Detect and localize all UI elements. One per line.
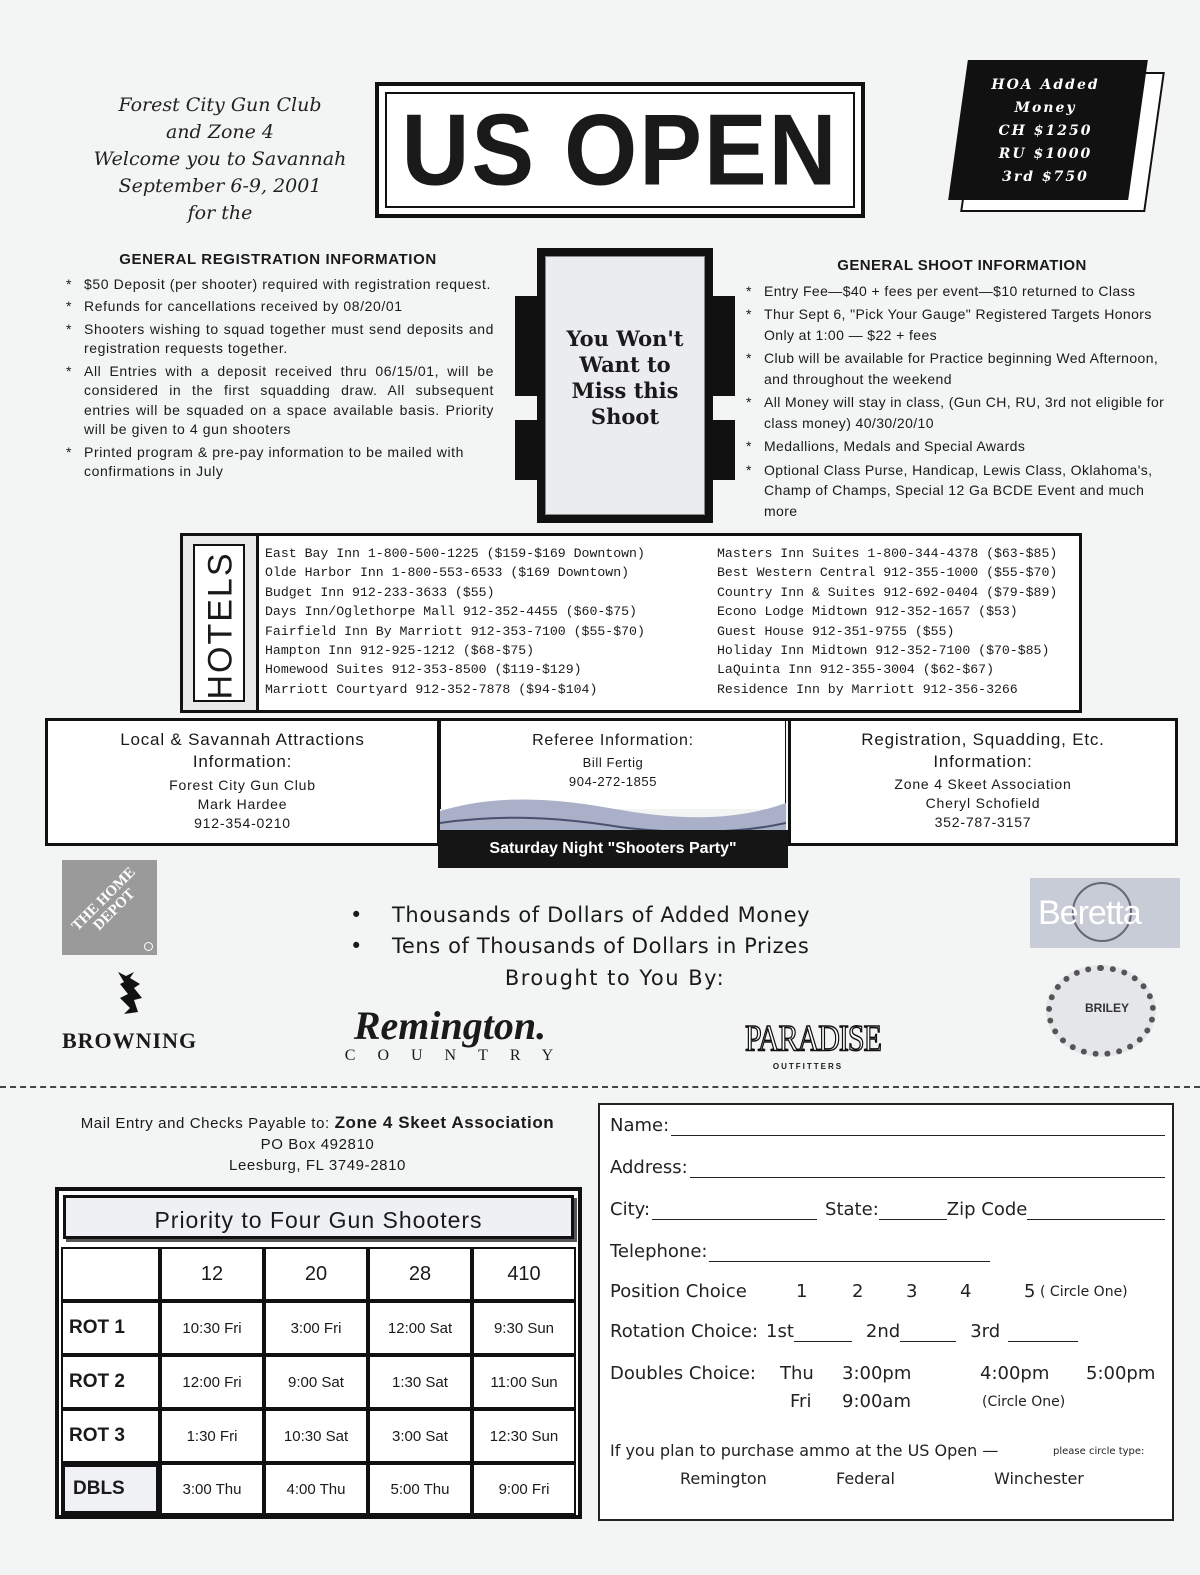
- table-cell: 11:00 Sun: [472, 1355, 576, 1409]
- position-option[interactable]: 3: [906, 1281, 918, 1302]
- hotel-item: Fairfield Inn By Marriott 912-353-7100 ($55-$70): [265, 623, 645, 639]
- hotel-item: Holiday Inn Midtown 912-352-7100 ($70-$85): [717, 643, 1050, 659]
- state-label: State:: [825, 1199, 879, 1220]
- info-line: Mark Hardee: [197, 796, 288, 812]
- local-info-box: [45, 718, 440, 846]
- doubles-choice: Doubles Choice: Thu 3:00pm 4:00pm 5:00pm Fri 9:00am (Circle One): [610, 1363, 1156, 1412]
- registration-info-box: [788, 718, 1178, 846]
- info-line: 352-787-3157: [934, 814, 1032, 830]
- welcome-line: September 6-9, 2001: [118, 175, 322, 197]
- list-item: * All Money will stay in class, (Gun CH, RU, 3rd not eligible for class money) 40/30/20/10: [742, 392, 1182, 433]
- mail-prefix: Mail Entry and Checks Payable to:: [80, 1115, 330, 1132]
- money-line: HOA Added: [991, 77, 1100, 93]
- doubles-option[interactable]: 3:00pm: [842, 1363, 912, 1384]
- column-header: 28: [368, 1247, 472, 1301]
- mail-instructions: [55, 1112, 580, 1176]
- money-line: Money: [1014, 100, 1077, 116]
- added-money-badge: [958, 60, 1158, 220]
- hotel-item: Days Inn/Oglethorpe Mall 912-352-4455 ($60-$75): [265, 604, 637, 620]
- welcome-line: Welcome you to Savannah: [93, 148, 347, 170]
- row-label: DBLS: [61, 1463, 160, 1515]
- info-line: 904-272-1855: [568, 774, 658, 789]
- buckmark-icon: [104, 968, 150, 1018]
- info-line: 912-354-0210: [194, 815, 291, 831]
- hotel-item: Residence Inn by Marriott 912-356-3266: [717, 681, 1018, 697]
- table-corner: [61, 1247, 160, 1301]
- beretta-logo: Beretta: [1030, 878, 1180, 948]
- page-title: US OPEN: [401, 92, 839, 207]
- table-row: [61, 1409, 576, 1463]
- hotels-label-panel: [183, 536, 259, 710]
- mail-payee: Zone 4 Skeet Association: [334, 1113, 555, 1132]
- welcome-line: Forest City Gun Club: [118, 94, 322, 116]
- info-line: Forest City Gun Club: [169, 777, 316, 793]
- zip-field[interactable]: [1027, 1200, 1165, 1220]
- hotels-label: HOTELS: [201, 551, 240, 700]
- hotel-item: Budget Inn 912-233-3633 ($55): [265, 584, 495, 600]
- list-item: * All Entries with a deposit received thru 06/15/01, will be considered in the first squadding draw. All subsequent entries will be squaded on a space available basis. Priority will be given to 4 gun shooters: [62, 362, 494, 440]
- priority-table: [61, 1247, 576, 1515]
- title-frame: [375, 82, 865, 218]
- rotation-1st-field[interactable]: [794, 1324, 852, 1342]
- address-label: Address:: [610, 1157, 688, 1178]
- position-option[interactable]: 5: [1024, 1281, 1036, 1302]
- hotel-item: Masters Inn Suites 1-800-344-4378 ($63-$85): [717, 546, 1058, 561]
- remington-logo: Remington. COUNTRY: [344, 1003, 576, 1064]
- general-registration-section: [62, 250, 494, 485]
- ammo-option[interactable]: Federal: [836, 1469, 895, 1488]
- table-cell: 10:30 Sat: [264, 1409, 368, 1463]
- table-cell: 4:00 Thu: [264, 1463, 368, 1515]
- paradise-logo: PARADISE OUTFITTERS: [745, 1017, 881, 1071]
- list-item: * Medallions, Medals and Special Awards: [742, 436, 1182, 457]
- hotel-item: Olde Harbor Inn 1-800-553-6533 ($169 Downtown): [265, 565, 630, 581]
- doubles-option[interactable]: 9:00am: [842, 1391, 911, 1412]
- city-label: City:: [610, 1199, 651, 1220]
- table-cell: 1:30 Fri: [160, 1409, 264, 1463]
- rotation-2nd-field[interactable]: [900, 1324, 956, 1342]
- list-item: * Entry Fee—$40 + fees per event—$10 returned to Class: [742, 281, 1182, 302]
- money-line: CH $1250: [998, 123, 1093, 139]
- column-header: 12: [160, 1247, 264, 1301]
- promo-text: You Won't Want to Miss this Shoot: [566, 326, 684, 429]
- money-line: RU $1000: [998, 146, 1093, 162]
- info-title: Referee Information:: [532, 732, 694, 749]
- table-cell: 12:00 Sat: [368, 1301, 472, 1355]
- city-field[interactable]: [652, 1200, 817, 1220]
- brought-by: Brought to You By:: [504, 966, 726, 990]
- row-label: ROT 1: [61, 1301, 160, 1355]
- table-cell: 9:00 Sat: [264, 1355, 368, 1409]
- money-line: 3rd $750: [1002, 169, 1089, 185]
- position-option[interactable]: 2: [852, 1281, 864, 1302]
- hotel-list-left: [265, 544, 705, 699]
- list-item: * Shooters wishing to squad together must send deposits and registration requests together.: [62, 320, 494, 359]
- circle-one-note: ( Circle One): [1040, 1284, 1128, 1300]
- ammo-option[interactable]: Remington: [680, 1469, 767, 1488]
- list-item: * Club will be available for Practice beginning Wed Afternoon, and throughout the weekend: [742, 348, 1182, 389]
- welcome-text: [60, 92, 380, 227]
- cut-line-divider: [0, 1086, 1200, 1088]
- hotel-item: LaQuinta Inn 912-355-3004 ($62-$67): [717, 662, 994, 678]
- hotel-item: Hampton Inn 912-925-1212 ($68-$75): [265, 643, 535, 659]
- hotel-item: Guest House 912-351-9755 ($55): [717, 623, 955, 639]
- list-item: * $50 Deposit (per shooter) required with registration request.: [62, 275, 494, 295]
- table-row: [61, 1301, 576, 1355]
- hotel-list-right: [717, 544, 1077, 699]
- table-cell: 3:00 Thu: [160, 1463, 264, 1515]
- hotel-item: East Bay Inn 1-800-500-1225 ($159-$169 Downtown): [265, 546, 645, 561]
- sponsor-bullet: Thousands of Dollars of Added Money: [392, 903, 811, 927]
- section-heading: GENERAL SHOOT INFORMATION: [837, 257, 1087, 274]
- hotel-item: Marriott Courtyard 912-352-7878 ($94-$104): [265, 681, 598, 697]
- browning-logo: BROWNING: [62, 968, 212, 1058]
- info-line: Bill Fertig: [582, 755, 644, 770]
- state-field[interactable]: [879, 1200, 947, 1220]
- list-item: * Thur Sept 6, "Pick Your Gauge" Registered Targets Honors Only at 1:00 — $22 + fees: [742, 304, 1182, 345]
- list-item: * Optional Class Purse, Handicap, Lewis Class, Oklahoma's, Champ of Champs, Special 12 Ga BCDE Event and much more: [742, 460, 1182, 522]
- name-field[interactable]: [671, 1116, 1165, 1136]
- party-banner: Saturday Night "Shooters Party": [438, 830, 788, 868]
- ammo-option[interactable]: Winchester: [994, 1469, 1084, 1488]
- position-choice: Position Choice 1 2 3 4 5 ( Circle One): [610, 1281, 1128, 1302]
- hotel-item: Homewood Suites 912-353-8500 ($119-$129): [265, 662, 582, 678]
- table-cell: 9:00 Fri: [472, 1463, 576, 1515]
- list-item: * Printed program & pre-pay information to be mailed with confirmations in July: [62, 443, 494, 482]
- doubles-option[interactable]: 4:00pm: [980, 1363, 1050, 1384]
- hotel-item: Best Western Central 912-355-1000 ($55-$70): [717, 565, 1058, 581]
- table-cell: 9:30 Sun: [472, 1301, 576, 1355]
- table-cell: 3:00 Sat: [368, 1409, 472, 1463]
- table-cell: 3:00 Fri: [264, 1301, 368, 1355]
- promo-banner: [515, 248, 735, 523]
- home-depot-logo: THE HOME DEPOT: [62, 860, 157, 955]
- info-title: Registration, Squadding, Etc. Information:: [861, 730, 1105, 771]
- table-cell: 5:00 Thu: [368, 1463, 472, 1515]
- welcome-line: for the: [187, 202, 253, 224]
- table-row: [61, 1463, 576, 1515]
- mail-city: Leesburg, FL 3749-2810: [229, 1157, 406, 1174]
- table-cell: 12:00 Fri: [160, 1355, 264, 1409]
- zip-label: Zip Code: [946, 1199, 1028, 1220]
- info-line: Cheryl Schofield: [925, 795, 1041, 811]
- column-header: 20: [264, 1247, 368, 1301]
- name-label: Name:: [610, 1115, 670, 1136]
- hotel-item: Econo Lodge Midtown 912-352-1657 ($53): [717, 604, 1018, 620]
- section-heading: GENERAL REGISTRATION INFORMATION: [119, 251, 437, 268]
- column-header: 410: [472, 1247, 576, 1301]
- ammo-choice: If you plan to purchase ammo at the US Open — please circle type: Remington Federal Winchester: [610, 1441, 1145, 1488]
- list-item: * Refunds for cancellations received by 08/20/01: [62, 297, 494, 317]
- row-label: ROT 2: [61, 1355, 160, 1409]
- sponsor-bullets: • Thousands of Dollars of Added Money • Tens of Thousands of Dollars in Prizes Brought to You By:: [350, 900, 890, 994]
- rotation-3rd-field[interactable]: [1008, 1324, 1078, 1342]
- sponsor-bullet: Tens of Thousands of Dollars in Prizes: [392, 934, 810, 958]
- doubles-option[interactable]: 5:00pm: [1086, 1363, 1156, 1384]
- mail-po-box: PO Box 492810: [260, 1136, 375, 1153]
- telephone-label: Telephone:: [610, 1241, 708, 1262]
- table-cell: 1:30 Sat: [368, 1355, 472, 1409]
- hotels-box: [180, 533, 1082, 713]
- row-label: ROT 3: [61, 1409, 160, 1463]
- position-option[interactable]: 4: [960, 1281, 972, 1302]
- table-row: [61, 1355, 576, 1409]
- position-option[interactable]: 1: [796, 1281, 808, 1302]
- referee-info-box: [438, 718, 790, 857]
- welcome-line: and Zone 4: [165, 121, 275, 143]
- table-cell: 12:30 Sun: [472, 1409, 576, 1463]
- briley-seal-logo: BRILEY: [1042, 965, 1162, 1061]
- rotation-choice: Rotation Choice: 1st 2nd 3rd: [610, 1321, 1170, 1342]
- info-line: Zone 4 Skeet Association: [894, 776, 1072, 792]
- table-cell: 10:30 Fri: [160, 1301, 264, 1355]
- info-title: Local & Savannah Attractions Information:: [120, 730, 365, 771]
- general-shoot-section: [742, 256, 1182, 524]
- priority-table-title: Priority to Four Gun Shooters: [63, 1195, 574, 1239]
- priority-table-frame: [55, 1187, 582, 1519]
- telephone-field[interactable]: [709, 1242, 990, 1262]
- address-field[interactable]: [690, 1158, 1165, 1178]
- hotel-item: Country Inn & Suites 912-692-0404 ($79-$89): [717, 584, 1058, 600]
- entry-form: [598, 1103, 1174, 1521]
